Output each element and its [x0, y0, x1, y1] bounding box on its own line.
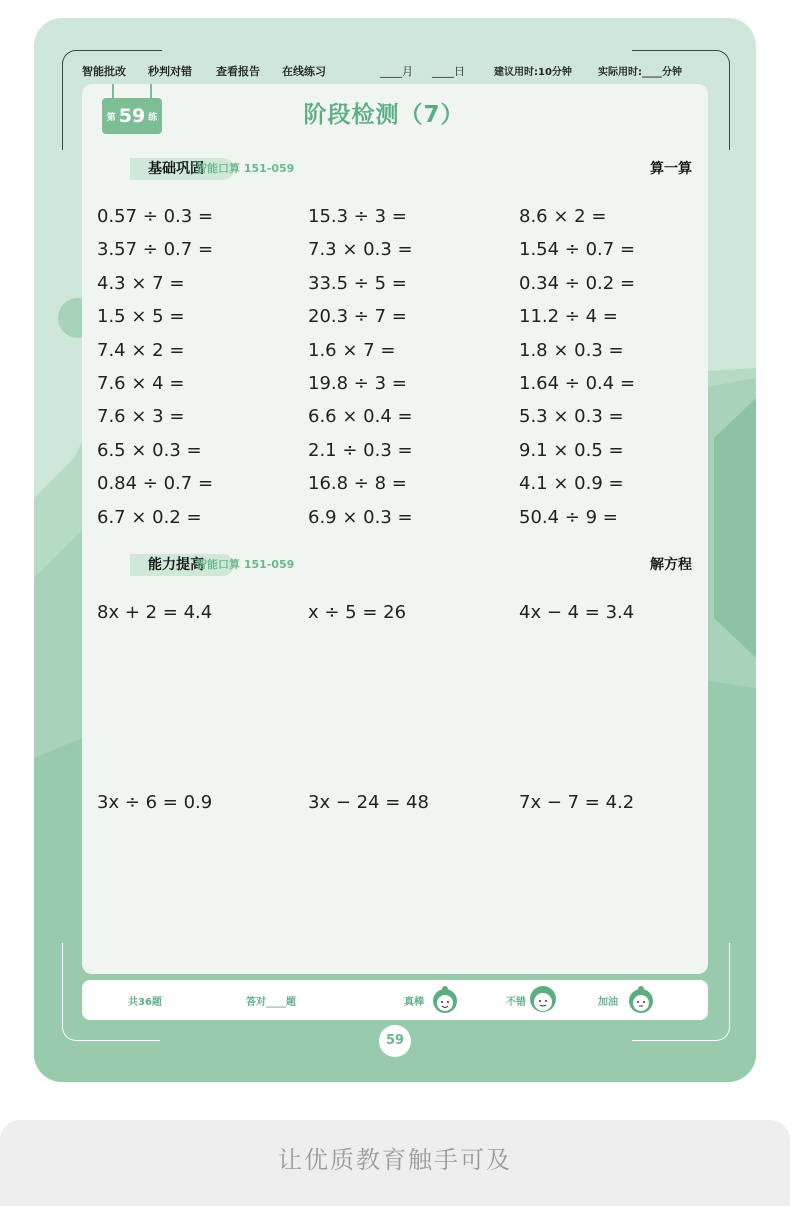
header-link[interactable]: 秒判对错: [148, 65, 192, 78]
slogan-banner: [0, 1120, 790, 1206]
header-bar: [82, 63, 712, 79]
arithmetic-problem: 1.8 × 0.3 =: [519, 339, 624, 361]
worksheet-card: [34, 18, 756, 1082]
rating-label: 不错: [506, 997, 526, 1008]
section-tab-basic: 基础巩固: [130, 158, 234, 180]
arithmetic-problem: 6.6 × 0.4 =: [308, 406, 413, 428]
equation-problem: 3x − 24 = 48: [308, 792, 429, 813]
equation-problem: 8x + 2 = 4.4: [97, 602, 213, 623]
equation-problem: 3x ÷ 6 = 0.9: [97, 792, 213, 813]
score-footer: [82, 980, 708, 1020]
equation-problem: x ÷ 5 = 26: [308, 602, 407, 623]
face-cheer-icon: [626, 984, 656, 1014]
arithmetic-problem: 7.6 × 4 =: [97, 373, 185, 394]
section-sub-basic: 智能口算 151-059: [196, 162, 295, 175]
face-smile-icon: [528, 984, 558, 1014]
arithmetic-problem: 1.64 ÷ 0.4 =: [519, 373, 636, 394]
badge-number: 59: [118, 105, 146, 127]
arithmetic-problem: 5.3 × 0.3 =: [519, 406, 624, 428]
actual-time: 实际用时:____分钟: [598, 67, 682, 78]
arithmetic-problem: 0.84 ÷ 0.7 =: [97, 473, 214, 495]
arithmetic-problem: 20.3 ÷ 7 =: [308, 306, 407, 328]
arithmetic-problem: 7.3 × 0.3 =: [308, 239, 413, 261]
arithmetic-problem: 4.1 × 0.9 =: [519, 473, 624, 495]
arithmetic-problem: 33.5 ÷ 5 =: [308, 272, 407, 294]
slogan-text: 让优质教育触手可及: [278, 1146, 512, 1174]
arithmetic-problem: 6.9 × 0.3 =: [308, 506, 413, 528]
face-happy-icon: [430, 984, 460, 1014]
arithmetic-problem: 50.4 ÷ 9 =: [519, 506, 618, 528]
equation-problem: 4x − 4 = 3.4: [519, 602, 635, 623]
arithmetic-problem: 7.4 × 2 =: [97, 339, 185, 361]
badge-suffix: 练: [148, 112, 158, 123]
arithmetic-problem: 11.2 ÷ 4 =: [519, 306, 618, 328]
header-link[interactable]: 查看报告: [216, 65, 260, 78]
arithmetic-problem: 1.6 × 7 =: [308, 339, 396, 361]
section-tab-advanced: 能力提高: [130, 554, 234, 576]
rating-label: 真棒: [404, 997, 424, 1008]
section-sub-advanced: 智能口算 151-059: [196, 558, 295, 571]
arithmetic-problem: 4.3 × 7 =: [97, 272, 185, 294]
equation-problem: 7x − 7 = 4.2: [519, 792, 635, 813]
page-title: 阶段检测（7）: [303, 102, 465, 128]
rating-label: 加油: [598, 997, 618, 1008]
arithmetic-problem: 0.57 ÷ 0.3 =: [97, 206, 214, 227]
arithmetic-problem: 3.57 ÷ 0.7 =: [97, 239, 214, 261]
arithmetic-problem: 1.54 ÷ 0.7 =: [519, 239, 636, 261]
correct-count: 答对____题: [246, 997, 296, 1008]
suggested-time: 建议用时:10分钟: [494, 67, 572, 78]
arithmetic-problem: 6.5 × 0.3 =: [97, 439, 202, 461]
date-day: ____日: [432, 65, 465, 78]
page-number: 59: [379, 1025, 411, 1057]
header-link[interactable]: 在线练习: [282, 65, 326, 78]
section-instruction-advanced: 解方程: [650, 557, 692, 573]
arithmetic-problem: 19.8 ÷ 3 =: [308, 373, 407, 394]
arithmetic-problem: 8.6 × 2 =: [519, 206, 607, 227]
section-instruction-basic: 算一算: [650, 161, 692, 177]
arithmetic-problem: 7.6 × 3 =: [97, 406, 185, 428]
badge-prefix: 第: [106, 112, 116, 123]
arithmetic-problem: 16.8 ÷ 8 =: [308, 473, 407, 495]
arithmetic-problem: 1.5 × 5 =: [97, 306, 185, 328]
date-month: ____月: [380, 65, 413, 78]
arithmetic-problem: 9.1 × 0.5 =: [519, 439, 624, 461]
exercise-badge: [102, 98, 162, 134]
arithmetic-problem: 2.1 ÷ 0.3 =: [308, 439, 413, 461]
header-link[interactable]: 智能批改: [82, 65, 126, 78]
arithmetic-problem: 6.7 × 0.2 =: [97, 506, 202, 528]
arithmetic-problem: 0.34 ÷ 0.2 =: [519, 272, 636, 294]
arithmetic-problem: 15.3 ÷ 3 =: [308, 206, 407, 227]
total-questions: 共36题: [128, 997, 162, 1008]
